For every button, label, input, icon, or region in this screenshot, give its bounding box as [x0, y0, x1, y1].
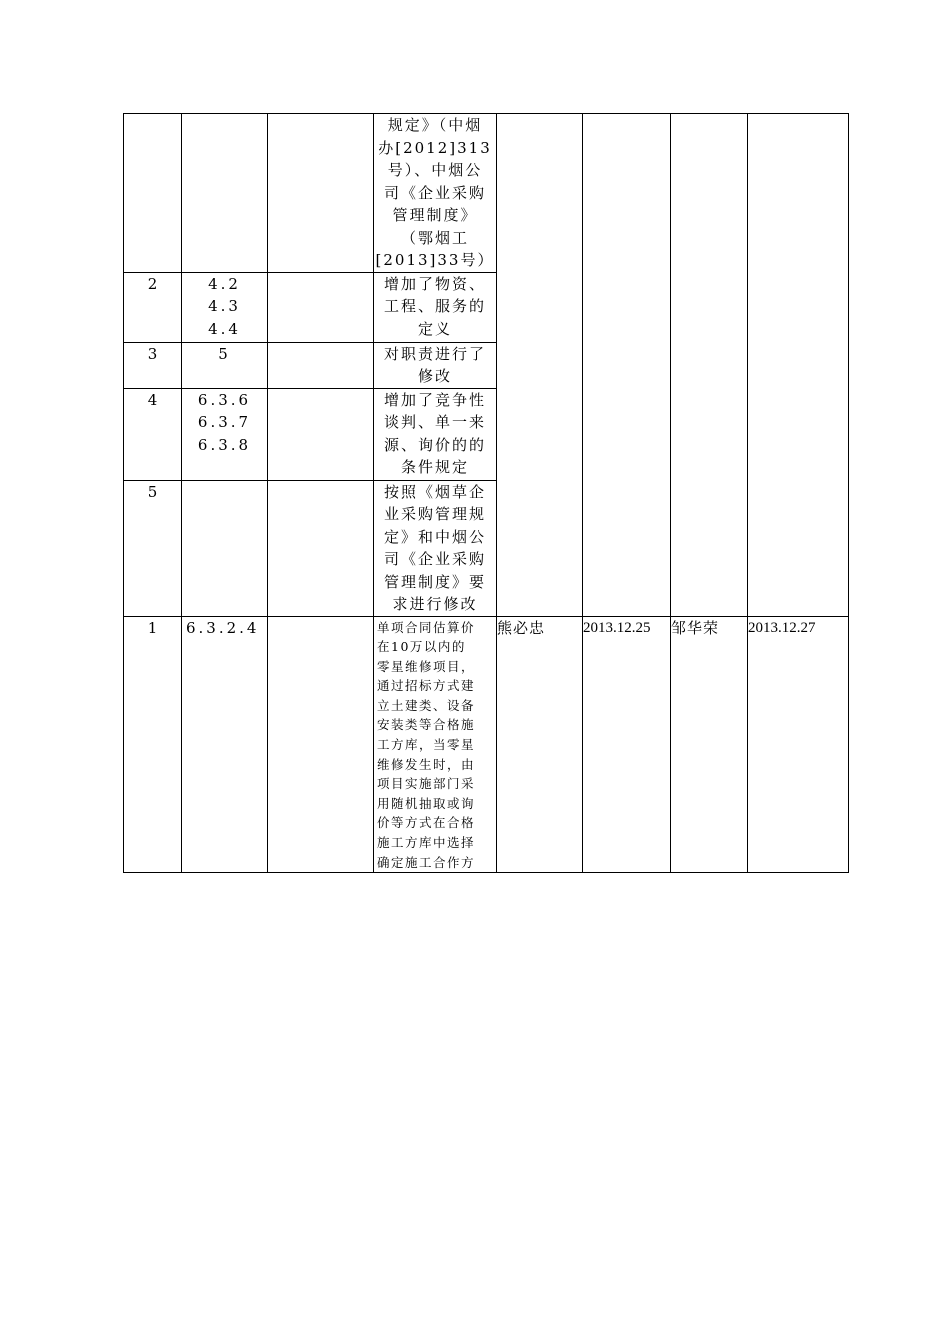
row-number: 2	[124, 272, 182, 342]
revise-date-cell	[583, 114, 671, 617]
blank-cell	[268, 616, 374, 873]
change-description: 规定》（中烟 办[2012]313 号）、中烟公 司《企业采购 管理制度》 （鄂烟工 [2013]33号）	[374, 114, 497, 273]
approver-cell	[671, 114, 748, 617]
clause-cell	[182, 114, 268, 273]
clause-cell: 6.3.2.4	[182, 616, 268, 873]
clause-cell: 6.3.6 6.3.7 6.3.8	[182, 388, 268, 480]
approver-name: 邹华荣	[671, 616, 748, 873]
clause-cell: 5	[182, 342, 268, 388]
reviser-cell	[497, 114, 583, 617]
table-row	[124, 616, 849, 873]
change-description: 单项合同估算价 在10万以内的 零星维修项目， 通过招标方式建 立土建类、设备 安装类等合格施 工方库，当零星 维修发生时，由 项目实施部门采 用随机抽取或询 价等方式在合格 施工方库中选择 确定施工合作方	[374, 616, 497, 873]
row-number	[124, 114, 182, 273]
revise-date: 2013.12.25	[583, 616, 671, 873]
table-row	[124, 114, 849, 273]
row-number: 5	[124, 480, 182, 616]
row-number: 4	[124, 388, 182, 480]
change-description: 增加了物资、 工程、服务的 定义	[374, 272, 497, 342]
revision-table	[123, 113, 849, 873]
clause-cell	[182, 480, 268, 616]
approve-date-cell	[748, 114, 849, 617]
row-number: 3	[124, 342, 182, 388]
blank-cell	[268, 114, 374, 273]
row-number: 1	[124, 616, 182, 873]
blank-cell	[268, 480, 374, 616]
change-description: 增加了竞争性 谈判、单一来 源、询价的的 条件规定	[374, 388, 497, 480]
change-description: 按照《烟草企 业采购管理规 定》和中烟公 司《企业采购 管理制度》要 求进行修改	[374, 480, 497, 616]
change-description: 对职责进行了 修改	[374, 342, 497, 388]
blank-cell	[268, 388, 374, 480]
reviser-name: 熊必忠	[497, 616, 583, 873]
blank-cell	[268, 272, 374, 342]
blank-cell	[268, 342, 374, 388]
approve-date: 2013.12.27	[748, 616, 849, 873]
clause-cell: 4.2 4.3 4.4	[182, 272, 268, 342]
